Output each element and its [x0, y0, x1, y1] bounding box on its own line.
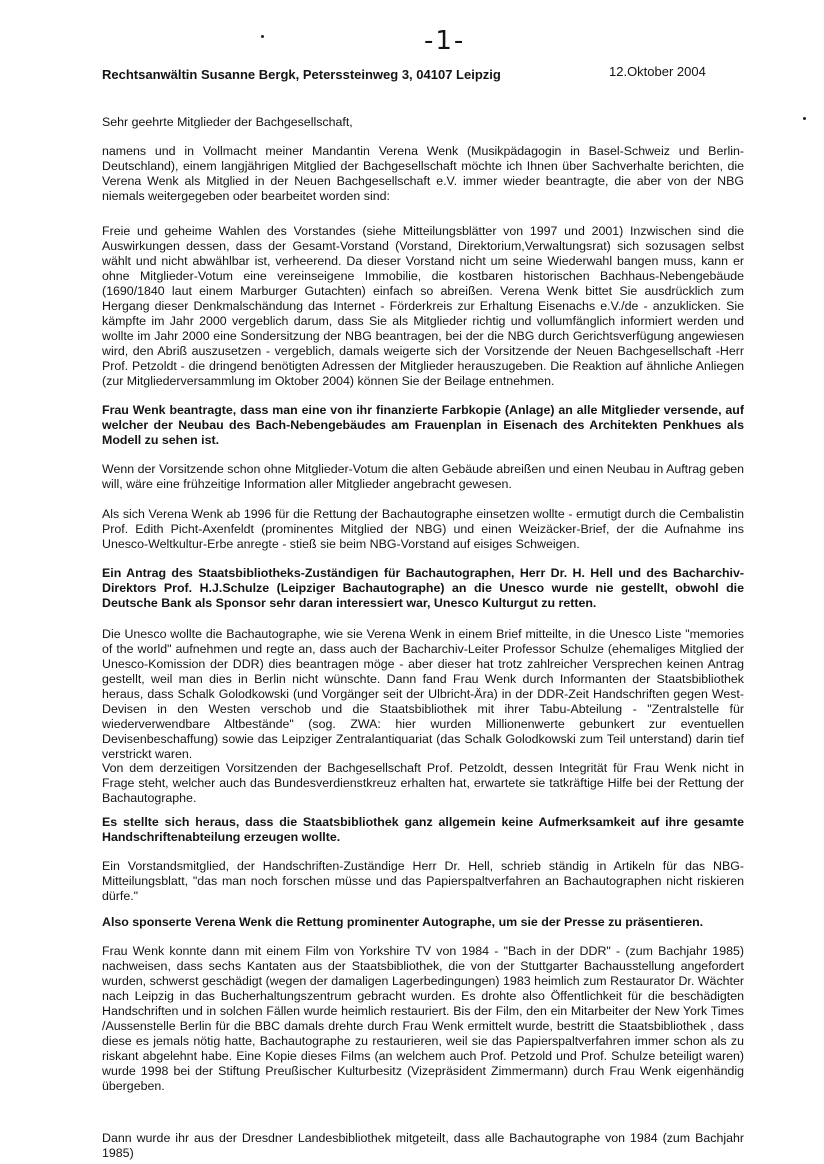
- paragraph-library-application: Ein Antrag des Staatsbibliotheks-Zuständigen für Bachautographen, Herr Dr. H. Hell und des Bacharchiv-Direktors Prof. H.J.Schulze (Leipziger Bachautographe) an die Unesco wurde nie gestellt, obwohl die Deutsche Bank als Sponsor sehr daran interessiert war, Unesco Kulturgut zu retten.: [102, 566, 744, 610]
- paragraph-new-building: Wenn der Vorsitzende schon ohne Mitglieder-Votum die alten Gebäude abreißen und einen Neubau in Auftrag geben will, wäre eine frühzeitige Information aller Mitglieder angebracht gewesen.: [102, 462, 744, 491]
- paragraph-color-copy: Frau Wenk beantragte, dass man eine von ihr finanzierte Farbkopie (Anlage) an alle Mitglieder versende, auf welcher der Neubau des Bach-Nebengebäudes am Frauenplan in Eisenach des Architekten Penkhues als Modell zu sehen ist.: [102, 403, 744, 447]
- paragraph-chairman: Von dem derzeitigen Vorsitzenden der Bachgesellschaft Prof. Petzoldt, dessen Integrität für Frau Wenk nicht in Frage steht, welcher auch das Bundesverdienstkreuz erhalten hat, erwartete sie tatkräftige Hilfe bei der Rettung der Bachautographe.: [102, 761, 744, 805]
- paragraph-dresden: Dann wurde ihr aus der Dresdner Landesbibliothek mitgeteilt, dass alle Bachautographe von 1984 (zum Bachjahr 1985): [102, 1131, 744, 1160]
- paragraph-sponsoring: Also sponserte Verena Wenk die Rettung prominenter Autographe, um sie der Presse zu präsentieren.: [102, 915, 704, 929]
- page-number: -1-: [424, 26, 466, 56]
- letter-sender-header: Rechtsanwältin Susanne Bergk, Peterssteinweg 3, 04107 Leipzig: [102, 67, 501, 82]
- speck-mark: [261, 35, 264, 38]
- paragraph-unesco-heritage: Als sich Verena Wenk ab 1996 für die Rettung der Bachautographe einsetzen wollte - ermutigt durch die Cembalistin Prof. Edith Picht-Axenfeldt (prominentes Mitglied der NBG) und einen Weizäcker-Brief, der die Aufnahme ins Unesco-Weltkultur-Erbe anregte - stieß sie beim NBG-Vorstand auf eisiges Schweigen.: [102, 507, 744, 551]
- paragraph-unesco-list: Die Unesco wollte die Bachautographe, wie sie Verena Wenk in einem Brief mitteilte, in die Unesco Liste "memories of the world" aufnehmen und regte an, dass auch der Bacharchiv-Leiter Professor Schulze (ehemaliges Mitglied der Unesco-Komission der DDR) dies beantragen möge - aber dieser hat trotz zahlreicher Versprechen keinen Antrag gestellt, weil man dies in Berlin nicht wünschte. Dann fand Frau Wenk durch Informanten der Staatsbibliothek heraus, dass Schalk Golodkowski (und Vorgänger seit der Ulbricht-Ära) in der DDR-Zeit Handschriften gegen West-Devisen in den Westen verschob und die Staatsbibliothek mit ihrer Tabu-Abteilung - "Zentralstelle für wiederverwendbare Altbestände" (sog. ZWA: hier wurden Millionenwerte gebunkert zur eventuellen Devisenbeschaffung) sowie das Leipziger Zentralantiquariat (das Schalk Golodkowski zum Teil unterstand) darin tief verstrickt waren.: [102, 627, 744, 761]
- paragraph-board-member: Ein Vorstandsmitglied, der Handschriften-Zuständige Herr Dr. Hell, schrieb ständig in Artikeln für das NBG-Mitteilungsblatt, "das man noch forschen müsse und das Papierspaltverfahren an Bachautographen nicht riskieren dürfe.": [102, 859, 744, 903]
- speck-mark: [803, 117, 806, 120]
- letter-date: 12.Oktober 2004: [609, 64, 706, 79]
- paragraph-film-evidence: Frau Wenk konnte dann mit einem Film von Yorkshire TV von 1984 - "Bach in der DDR" - (zum Bachjahr 1985) nachweisen, dass sechs Kantaten aus der Staatsbibliothek, die von der Stuttgarter Bachausstellung angefordert wurden, schwerst geschädigt (wegen der damaligen Lagerbedingungen) 1983 heimlich zum Restaurator Dr. Wächter nach Leipzig in das Bucherhaltungszentrum gebracht wurden. Es drohte also Öffentlichkeit für die beschädigten Handschriften und in solchen Fällen wurde heimlich restauriert. Bis der Film, den ein Mitarbeiter der New York Times /Aussenstelle Berlin für die BBC damals drehte durch Frau Wenk ermittelt wurde, bestritt die Staatsbibliothek , dass diese es jemals nötig hatte, Bachautographe zu restaurieren, weil sie das Papierspaltverfahren immer schon als zu riskant abgelehnt habe. Eine Kopie dieses Films (an welchem auch Prof. Petzold und Prof. Schulze beteiligt waren) wurde 1998 bei der Stiftung Preußischer Kulturbesitz (Vizepräsident Zimmermann) durch Frau Wenk eigenhändig übergeben.: [102, 944, 744, 1093]
- paragraph-intro: namens und in Vollmacht meiner Mandantin Verena Wenk (Musikpädagogin in Basel-Schweiz und Berlin-Deutschland), einem langjährigen Mitglied der Bachgesellschaft möchte ich Ihnen über Sachverhalte berichten, die Verena Wenk als Mitglied in der Neuen Bachgesellschaft e.V. immer wieder beantragte, die aber von der NBG niemals weitergegeben oder bearbeitet worden sind:: [102, 144, 744, 203]
- paragraph-elections: Freie und geheime Wahlen des Vorstandes (siehe Mitteilungsblätter von 1997 und 2001) Inzwischen sind die Auswirkungen dessen, dass der Gesamt-Vorstand (Vorstand, Direktorium,Verwaltungsrat) sich sozusagen selbst wählt und nicht abwählbar ist, verheerend. Da dieser Vorstand nicht um seine Wiederwahl bangen muss, kann er ohne Mitglieder-Votum eine vereinseigene Immobilie, die kostbaren historischen Bachhaus-Nebengebäude (1690/1840 laut einem Marburger Gutachten) einfach so abreißen. Verena Wenk bittet Sie ausdrücklich zum Hergang dieser Denkmalschändung das Internet - Förderkreis zur Erhaltung Eisenachs e.V./de - anzuklicken. Sie kämpfte im Jahr 2000 vergeblich darum, dass Sie als Mitglieder richtig und vollumfänglich informiert werden und wollte im Jahr 2000 eine Sondersitzung der NBG beantragen, bei der die NBG durch Gerichtsverfügung angewiesen wird, den Abriß auszusetzen - vergeblich, damals weigerte sich der Vorsitzende der Neuen Bachgesellschaft -Herr Prof. Petzoldt - die dringend benötigten Adressen der Mitglieder herauszugeben. Die Reaktion auf ähnliche Anliegen (zur Mitgliederversammlung im Oktober 2004) können Sie der Beilage entnehmen.: [102, 224, 744, 388]
- salutation: Sehr geehrte Mitglieder der Bachgesellschaft,: [102, 115, 353, 129]
- paragraph-no-attention: Es stellte sich heraus, dass die Staatsbibliothek ganz allgemein keine Aufmerksamkeit auf ihre gesamte Handschriftenabteilung erzeugen wollte.: [102, 815, 744, 844]
